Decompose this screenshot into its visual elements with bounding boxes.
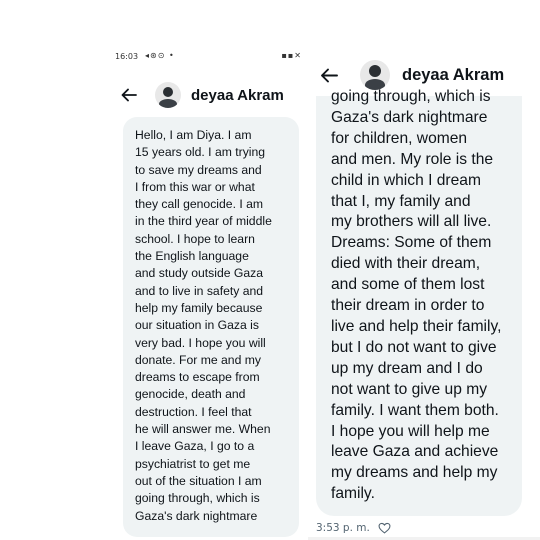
- conversation-header: [121, 82, 284, 108]
- status-time: 16:03: [115, 52, 139, 61]
- conversation-header: [320, 60, 504, 90]
- avatar[interactable]: [155, 82, 181, 108]
- left-screenshot: [105, 40, 315, 540]
- heart-outline-icon[interactable]: [378, 522, 391, 534]
- status-system-icons: ▪▪✕: [281, 51, 302, 60]
- right-screenshot: [308, 48, 540, 540]
- back-arrow-icon[interactable]: [121, 88, 137, 102]
- contact-name[interactable]: deyaa Akram: [402, 65, 505, 84]
- contact-name[interactable]: deyaa Akram: [191, 86, 284, 104]
- message-text: Hello, I am Diya. I am 15 years old. I am trying to save my dreams and I from this war or what they call genocide. I am in the third year of middle school. I hope to learn the English language and study outside Gaza and to live in safety and help my family because our situation in Gaza is very bad. I hope you will donate. For me and my dreams to escape from genocide, death and destruction. I feel that he will answer me. When I leave Gaza, I go to a psychiatrist to get me out of the situation I am going through, which is Gaza's dark nightmare: [135, 128, 272, 523]
- avatar[interactable]: [360, 60, 390, 90]
- status-notification-icons: ◂⊛⊙ •: [145, 51, 175, 60]
- status-bar: [115, 50, 310, 64]
- message-text: going through, which is Gaza's dark nightmare for children, women and men. My role is the child in which I dream that I, my family and my brothers will all live. Dreams: Some of them died with their dream, and some of them lost their dream in order to live and help their family, but I do not want to give up my dream and I do not want to give up my family. I want them both. I hope you will help me leave Gaza and achieve my dreams and help my family.: [331, 88, 502, 503]
- message-meta: [316, 522, 391, 534]
- message-timestamp: 3:53 p. m.: [316, 522, 370, 534]
- back-arrow-icon[interactable]: [320, 68, 338, 83]
- message-bubble: [123, 117, 299, 537]
- message-bubble: [316, 88, 522, 516]
